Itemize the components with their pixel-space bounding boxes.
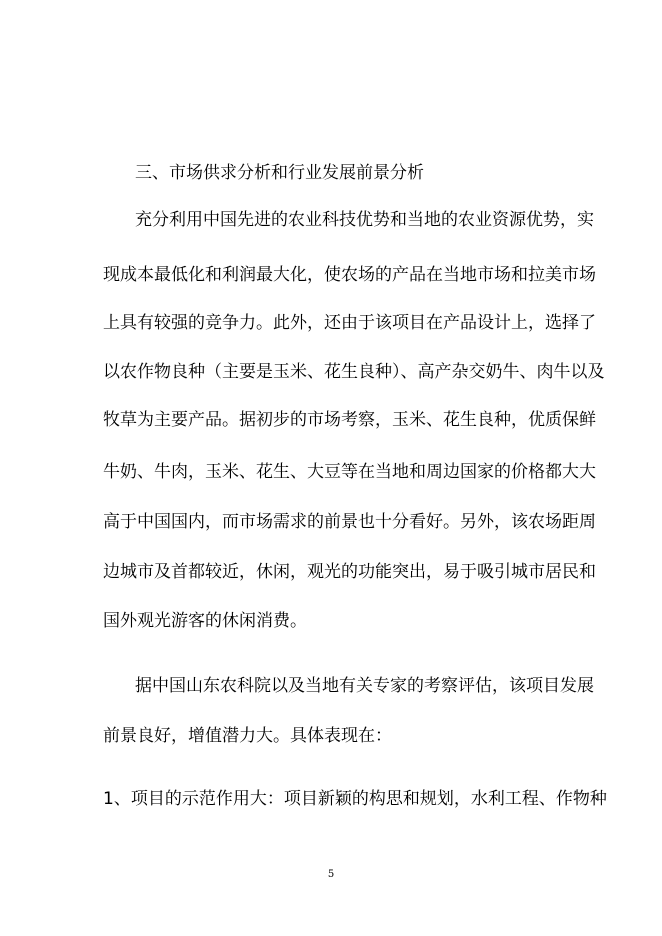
section-heading: 三、市场供求分析和行业发展前景分析 [135,163,424,183]
paragraph-line: 高于中国国内，而市场需求的前景也十分看好。另外，该农场距周 [103,512,596,532]
paragraph-line: 国外观光游客的休闲消费。 [103,611,307,631]
paragraph-line: 以农作物良种（主要是玉米、花生良种）、高产杂交奶牛、肉牛以及 [103,362,605,382]
paragraph-line: 前景良好，增值潜力大。具体表现在： [103,726,392,746]
paragraph-line: 边城市及首都较近，休闲，观光的功能突出，易于吸引城市居民和 [103,562,596,582]
paragraph-line: 上具有较强的竞争力。此外，还由于该项目在产品设计上，选择了 [103,313,596,333]
paragraph-line: 牛奶、牛肉，玉米、花生、大豆等在当地和周边国家的价格都大大 [103,462,596,482]
page-number: 5 [327,869,335,880]
paragraph-line: 现成本最低化和利润最大化，使农场的产品在当地市场和拉美市场 [103,265,596,285]
paragraph-line: 充分利用中国先进的农业科技优势和当地的农业资源优势，实 [135,210,594,230]
paragraph-line: 据中国山东农科院以及当地有关专家的考察评估，该项目发展 [135,676,594,696]
paragraph-line: 牧草为主要产品。据初步的市场考察，玉米、花生良种，优质保鲜 [103,410,596,430]
list-item-line: 1、项目的示范作用大：项目新颖的构思和规划，水利工程、作物种 [103,789,607,809]
